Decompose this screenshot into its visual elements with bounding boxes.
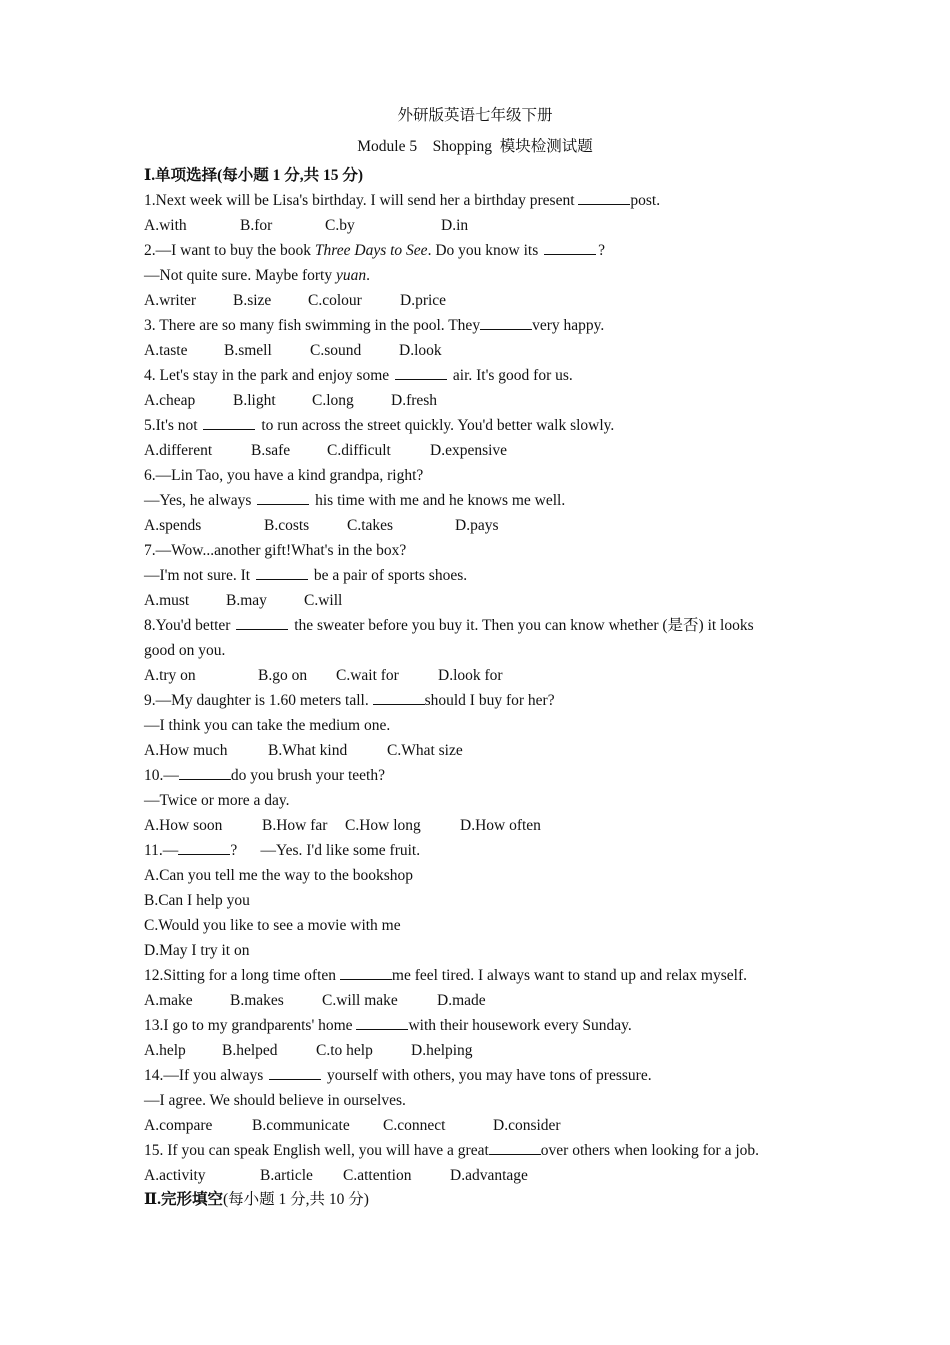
option-a: A.make — [144, 992, 193, 1009]
q2-options — [144, 291, 446, 311]
option-b: B.makes — [230, 992, 284, 1009]
q7-text: —I'm not sure. It — [144, 567, 254, 584]
q8-continuation: good on you. — [144, 642, 226, 659]
option-c: C.attention — [343, 1167, 412, 1184]
option-a: A.cheap — [144, 392, 196, 409]
option-b: B.helped — [222, 1042, 278, 1059]
answer-blank — [356, 1016, 408, 1030]
option-c: C.sound — [310, 342, 362, 359]
section-1-heading: Ⅰ.单项选择(每小题 1 分,共 15 分) — [144, 167, 364, 184]
q10-text-end: do you brush your teeth? — [230, 767, 385, 784]
option-a: A.activity — [144, 1167, 206, 1184]
option-b: B.communicate — [252, 1117, 350, 1134]
answer-blank — [269, 1066, 321, 1080]
question-2 — [144, 241, 605, 261]
q3-text: 3. There are so many fish swimming in the pool. They — [144, 317, 481, 334]
question-3 — [144, 316, 604, 336]
q7-options — [144, 591, 342, 611]
q10-reply: —Twice or more a day. — [144, 792, 290, 809]
q11-option-d: D.May I try it on — [144, 942, 250, 959]
option-a: A.must — [144, 592, 190, 609]
q1-text-end: post. — [630, 192, 661, 209]
option-b: B.costs — [264, 517, 310, 534]
q2-text-end: ? — [598, 242, 605, 259]
option-d: D.price — [400, 292, 447, 309]
question-14 — [144, 1066, 652, 1086]
option-a: A.How soon — [144, 817, 223, 834]
option-b: B.size — [233, 292, 272, 309]
q6-text: —Yes, he always — [144, 492, 256, 509]
option-c: C.by — [325, 217, 355, 234]
q14-text: 14.—If you always — [144, 1067, 268, 1084]
option-b: B.smell — [224, 342, 272, 359]
q9-text: 9.—My daughter is 1.60 meters tall. — [144, 692, 373, 709]
option-c: C.What size — [387, 742, 463, 759]
option-d: D.in — [441, 217, 469, 234]
q12-text-end: me feel tired. I always want to stand up and relax myself. — [391, 967, 747, 984]
option-a: A.spends — [144, 517, 202, 534]
option-d: D.fresh — [391, 392, 438, 409]
option-d: D.How often — [460, 817, 541, 834]
q7-text-end: be a pair of sports shoes. — [309, 567, 468, 584]
section-2-heading-bold: Ⅱ.完形填空 — [144, 1191, 223, 1208]
option-b: B.What kind — [268, 742, 348, 759]
q11-option-c: C.Would you like to see a movie with me — [144, 917, 401, 934]
option-b: B.safe — [251, 442, 291, 459]
q9-text-end: should I buy for her? — [424, 692, 555, 709]
option-c: C.takes — [347, 517, 394, 534]
q8-options — [144, 666, 503, 686]
answer-blank — [373, 691, 425, 705]
option-d: D.look — [399, 342, 442, 359]
q9-reply: —I think you can take the medium one. — [144, 717, 391, 734]
option-b: B.for — [240, 217, 273, 234]
question-12 — [144, 966, 747, 986]
option-c: C.to help — [316, 1042, 373, 1059]
option-c: C.wait for — [336, 667, 399, 684]
q14-text-end: yourself with others, you may have tons of pressure. — [323, 1067, 652, 1084]
q2-text: 2.—I want to buy the book — [144, 242, 315, 259]
q3-text-end: very happy. — [532, 317, 605, 334]
option-c: C.How long — [345, 817, 421, 834]
q12-text: 12.Sitting for a long time often — [144, 967, 340, 984]
option-a: A.try on — [144, 667, 196, 684]
option-b: B.article — [260, 1167, 313, 1184]
option-c: C.colour — [308, 292, 362, 309]
question-8 — [144, 616, 754, 636]
option-a: A.taste — [144, 342, 188, 359]
answer-blank — [544, 241, 596, 255]
q8-text-end: the sweater before you buy it. Then you can know whether (是否) it looks — [290, 617, 754, 634]
question-11 — [144, 841, 420, 861]
q2-reply-end: . — [366, 267, 371, 284]
option-a: A.compare — [144, 1117, 213, 1134]
option-c: C.difficult — [327, 442, 391, 459]
option-b: B.light — [233, 392, 276, 409]
q6-reply — [144, 491, 565, 511]
q13-text-end: with their housework every Sunday. — [408, 1017, 632, 1034]
q6-text-end: his time with me and he knows me well. — [311, 492, 566, 509]
q10-options — [144, 816, 541, 836]
question-13 — [144, 1016, 632, 1036]
option-b: B.go on — [258, 667, 308, 684]
option-d: D.pays — [455, 517, 499, 534]
q1-text: 1.Next week will be Lisa's birthday. I will send her a birthday present — [144, 192, 579, 209]
option-a: A.with — [144, 217, 187, 234]
question-1 — [144, 191, 660, 211]
q5-options — [144, 441, 507, 461]
answer-blank — [395, 366, 447, 380]
q11-option-a: A.Can you tell me the way to the bookshop — [144, 867, 414, 884]
option-b: B.may — [226, 592, 267, 609]
option-b: B.How far — [262, 817, 328, 834]
answer-blank — [257, 491, 309, 505]
q8-text: 8.You'd better — [144, 617, 235, 634]
q2-reply — [144, 266, 370, 286]
answer-blank — [203, 416, 255, 430]
answer-blank — [340, 966, 392, 980]
q9-options — [144, 741, 463, 761]
q2-text-mid: . Do you know its — [427, 242, 543, 259]
q5-text-end: to run across the street quickly. You'd better walk slowly. — [257, 417, 615, 434]
option-d: D.helping — [411, 1042, 473, 1059]
answer-blank — [480, 316, 532, 330]
option-c: C.connect — [383, 1117, 446, 1134]
option-a: A.writer — [144, 292, 197, 309]
question-6: 6.—Lin Tao, you have a kind grandpa, right? — [144, 467, 424, 484]
q11-text: 11.— — [144, 842, 179, 859]
answer-blank — [179, 766, 231, 780]
doc-subtitle: Module 5 Shopping 模块检测试题 — [357, 138, 593, 155]
option-a: A.different — [144, 442, 213, 459]
question-9 — [144, 691, 555, 711]
q11-text-end: ? —Yes. I'd like some fruit. — [230, 842, 421, 859]
option-c: C.will — [304, 592, 343, 609]
option-d: D.consider — [493, 1117, 561, 1134]
answer-blank — [236, 616, 288, 630]
option-c: C.will make — [322, 992, 398, 1009]
q2-reply-text: —Not quite sure. Maybe forty — [144, 267, 336, 284]
question-15 — [144, 1141, 759, 1161]
q1-options — [144, 216, 468, 236]
q14-options — [144, 1116, 561, 1136]
question-7: 7.—Wow...another gift!What's in the box? — [144, 542, 407, 559]
option-c: C.long — [312, 392, 354, 409]
q7-reply — [144, 566, 467, 586]
question-4 — [144, 366, 573, 386]
q2-book-title: Three Days to See — [314, 242, 428, 259]
q4-options — [144, 391, 437, 411]
q14-reply: —I agree. We should believe in ourselves. — [144, 1092, 406, 1109]
answer-blank — [256, 566, 308, 580]
option-a: A.help — [144, 1042, 186, 1059]
option-d: D.expensive — [430, 442, 508, 459]
section-2-heading-rest: (每小题 1 分,共 10 分) — [222, 1191, 369, 1208]
q10-text: 10.— — [144, 767, 179, 784]
option-d: D.look for — [438, 667, 503, 684]
option-d: D.made — [437, 992, 486, 1009]
answer-blank — [178, 841, 230, 855]
q4-text: 4. Let's stay in the park and enjoy some — [144, 367, 394, 384]
answer-blank — [489, 1141, 541, 1155]
q5-text: 5.It's not — [144, 417, 202, 434]
doc-title: 外研版英语七年级下册 — [397, 107, 553, 124]
question-5 — [144, 416, 614, 436]
q15-options — [144, 1166, 528, 1186]
option-a: A.How much — [144, 742, 228, 759]
q2-reply-currency: yuan — [336, 267, 367, 284]
q3-options — [144, 341, 442, 361]
q11-option-b: B.Can I help you — [144, 892, 250, 909]
q4-text-end: air. It's good for us. — [449, 367, 573, 384]
q15-text-end: over others when looking for a job. — [540, 1142, 760, 1159]
q12-options — [144, 991, 486, 1011]
q13-text: 13.I go to my grandparents' home — [144, 1017, 357, 1034]
question-10 — [144, 766, 385, 786]
section-2-heading — [144, 1190, 369, 1210]
q13-options — [144, 1041, 473, 1061]
q6-options — [144, 516, 498, 536]
answer-blank — [578, 191, 630, 205]
q15-text: 15. If you can speak English well, you will have a great — [144, 1142, 489, 1159]
option-d: D.advantage — [450, 1167, 528, 1184]
